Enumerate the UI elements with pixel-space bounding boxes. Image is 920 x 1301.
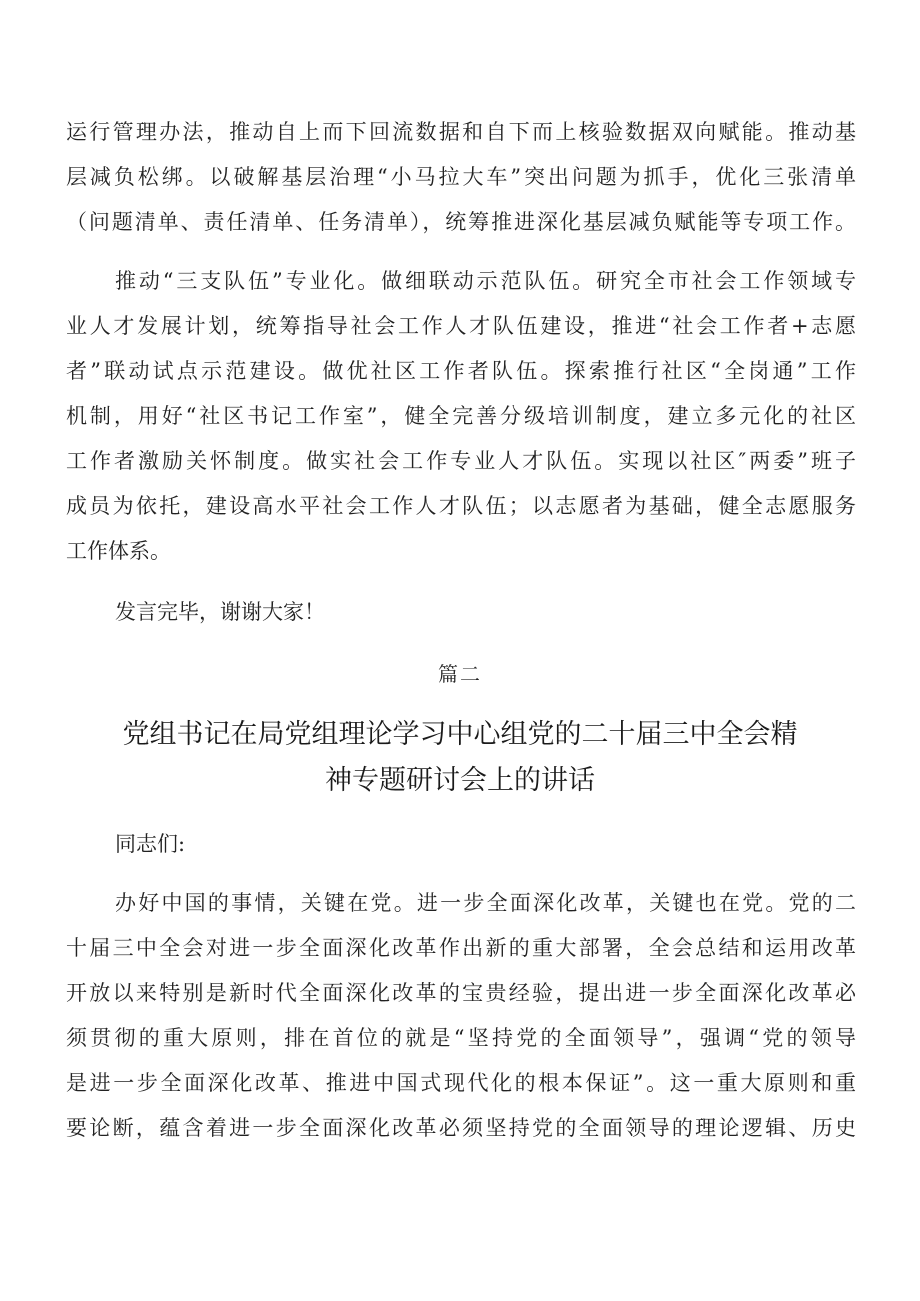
paragraph-line: 是进一步全面深化改革、推进中国式现代化的根本保证”。这一重大原则和重 [66,1071,856,1095]
paragraph-line: 十届三中全会对进一步全面深化改革作出新的重大部署，全会总结和运用改革 [66,936,856,960]
paragraph-line: 机制，用好“社区书记工作室”，健全完善分级培训制度，建立多元化的社区 [66,404,856,428]
paragraph-line: 推动“三支队伍”专业化。做细联动示范队伍。研究全市社会工作领域专 [115,269,856,293]
document-title-line1: 党组书记在局党组理论学习中心组党的二十届三中全会精 [122,719,798,750]
paragraph-line: 开放以来特别是新时代全面深化改革的宝贵经验，提出进一步全面深化改革必 [66,981,856,1005]
paragraph-line: 工作体系。 [66,539,171,563]
salutation: 同志们: [115,832,186,856]
paragraph-line: 须贯彻的重大原则，排在首位的就是“坚持党的全面领导”，强调“党的领导 [66,1026,856,1050]
paragraph-line: 运行管理办法，推动自上而下回流数据和自下而上核验数据双向赋能。推动基 [66,120,856,144]
paragraph-line: 者”联动试点示范建设。做优社区工作者队伍。探索推行社区“全岗通”工作 [66,359,856,383]
paragraph-line: 工作者激励关怀制度。做实社会工作专业人才队伍。实现以社区″两委”班子 [66,449,856,473]
closing-remark: 发言完毕，谢谢大家！ [115,600,325,624]
paragraph-line: 层减负松绑。以破解基层治理“小马拉大车”突出问题为抓手，优化三张清单 [66,165,856,189]
paragraph-line: 成员为依托，建设高水平社会工作人才队伍；以志愿者为基础，健全志愿服务 [66,494,856,518]
document-title-line2: 神专题研讨会上的讲话 [325,765,595,796]
paragraph-line: 业人才发展计划，统筹指导社会工作人才队伍建设，推进“社会工作者+志愿 [66,314,856,338]
paragraph-line: 办好中国的事情，关键在党。进一步全面深化改革，关键也在党。党的二 [115,891,856,915]
paragraph-line: 要论断，蕴含着进一步全面深化改革必须坚持党的全面领导的理论逻辑、历史 [66,1116,856,1140]
section-label: 篇二 [438,662,482,686]
paragraph-line: （问题清单、责任清单、任务清单），统筹推进深化基层减负赋能等专项工作。 [66,210,856,234]
